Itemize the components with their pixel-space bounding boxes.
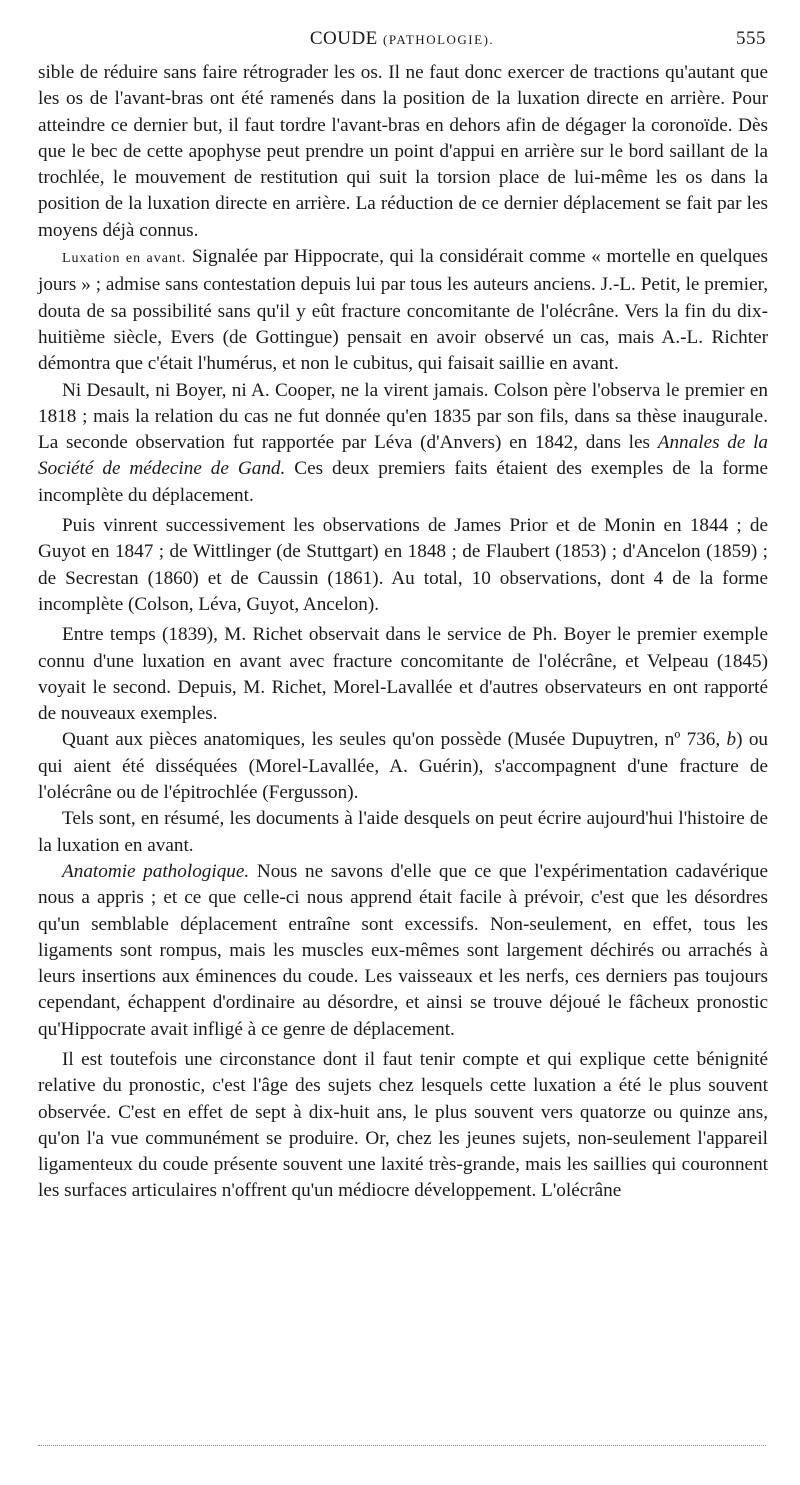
paragraph-6-italic: b <box>726 729 737 751</box>
paragraph-9: Il est toutefois une circonstance dont il faut tenir compte et qui explique cette bénignité relative du pronostic, c'est l'âge des sujets chez lesquels cette luxation a été le plus souvent observée. C'est en effet de sept à dix-huit ans, le plus souvent vers quatorze ou quinze ans, qu'on l'a vue communément se produire. Or, chez les jeunes sujets, non-seulement l'appareil ligamenteux du coude présente souvent une laxité très-grande, mais les saillies qui couronnent les surfaces articulaires n'offrent qu'un médiocre développement. L'olécrâne <box>38 1048 768 1202</box>
body-text <box>38 60 768 1205</box>
paragraph-1: sible de réduire sans faire rétrograder les os. Il ne faut donc exercer de tractions qu'autant que les os de l'avant-bras ont été ramenés dans la position de la luxation directe en arrière. Pour atteindre ce dernier but, il faut tordre l'avant-bras en dehors afin de dégager la coronoïde. Dès que le bec de cette apophyse peut prendre un point d'appui en arrière sur le bord saillant de la trochlée, le mouvement de restitution qui suit la torsion place de lui-même les os dans la position de la luxation directe en arrière. La réduction de ce dernier déplacement se fait par les moyens déjà connus. <box>38 62 768 241</box>
paragraph-2 <box>38 244 768 377</box>
paragraph-5: Entre temps (1839), M. Richet observait dans le service de Ph. Boyer le premier exemple connu d'une luxation en avant avec fracture concomitante de l'olécrâne, et Velpeau (1845) voyait le second. Depuis, M. Richet, Morel-Lavallée et d'autres observateurs en ont rapporté de nouveaux exemples. <box>38 624 768 725</box>
paragraph-6-before: Quant aux pièces anatomiques, les seules qu'on possède (Musée Dupuytren, nº 736, <box>62 729 721 751</box>
paragraph-3-before: Ni Desault, ni Boyer, ni A. Cooper, ne la virent jamais. Colson père l'observa le premier en 1818 ; mais la relation du cas ne fut donnée qu'en 1835 par son fils, dans sa thèse inaugurale. La seconde observation fut rapportée par Léva (d'Anvers) en 1842, dans les <box>38 379 768 454</box>
paragraph-4: Puis vinrent successivement les observations de James Prior et de Monin en 1844 ; de Guyot en 1847 ; de Wittlinger (de Stuttgart) en 1848 ; de Flaubert (1853) ; d'Ancelon (1859) ; de Secrestan (1860) et de Caussin (1861). Au total, 10 observations, dont 4 de la forme incomplète (Colson, Léva, Guyot, Ancelon). <box>38 515 768 615</box>
paragraph-7: Tels sont, en résumé, les documents à l'aide desquels on peut écrire aujourd'hui l'histoire de la luxation en avant. <box>38 808 768 856</box>
footer-rule <box>38 1445 766 1446</box>
paragraph-3 <box>38 378 768 509</box>
paragraph-8-text: Nous ne savons d'elle que ce que l'expérimentation cadavérique nous a appris ; et ce que celle-ci nous apprend était facile à prévoir, c'est que les désordres qu'un semblable déplacement entraîne sont excessifs. Non-seulement, en effet, tous les ligaments sont rompus, mais les muscles eux-mêmes sont largement déchirés ou arrachés à leurs insertions aux éminences du coude. Les vaisseaux et les nerfs, ces derniers pas toujours cependant, échappent d'ordinaire au désordre, et ainsi se trouve déjoué le fâcheux pronostic qu'Hippocrate avait infligé à ce genre de déplacement. <box>38 860 768 1040</box>
header-title-paren: (PATHOLOGIE). <box>383 32 495 47</box>
paragraph-8 <box>38 859 768 1043</box>
header-title-main: COUDE <box>309 28 378 49</box>
paragraph-3-after: Ces deux premiers faits étaient des exemples de la forme incomplète du déplacement. <box>38 458 769 506</box>
paragraph-6-after: ) ou qui aient été disséquées (Morel-Lavallée, A. Guérin), s'accompagnent d'une fracture de l'olécrâne ou de l'épitrochlée (Fergusson). <box>38 729 769 804</box>
paragraph-6 <box>38 727 768 806</box>
header-title <box>38 28 766 50</box>
section-heading-anatomie: Anatomie pathologique. <box>62 860 250 882</box>
section-heading-luxation-en-avant: Luxation en avant. <box>62 251 187 267</box>
running-header <box>38 28 766 54</box>
paragraph-2-text: Signalée par Hippocrate, qui la considérait comme « mortelle en quelques jours » ; admise sans contestation depuis lui par tous les auteurs anciens. J.-L. Petit, le premier, douta de sa possibilité sans qu'il y eût fracture concomitante de l'olécrâne. Vers la fin du dix-huitième siècle, Evers (de Gottingue) pensait en avoir observé un cas, mais A.-L. Richter démontra que c'était l'humérus, et non le cubitus, qui faisait saillie en avant. <box>38 246 769 375</box>
page-number: 555 <box>736 28 766 49</box>
journal-title: Annales de la Société de médecine de Gand. <box>38 432 769 480</box>
